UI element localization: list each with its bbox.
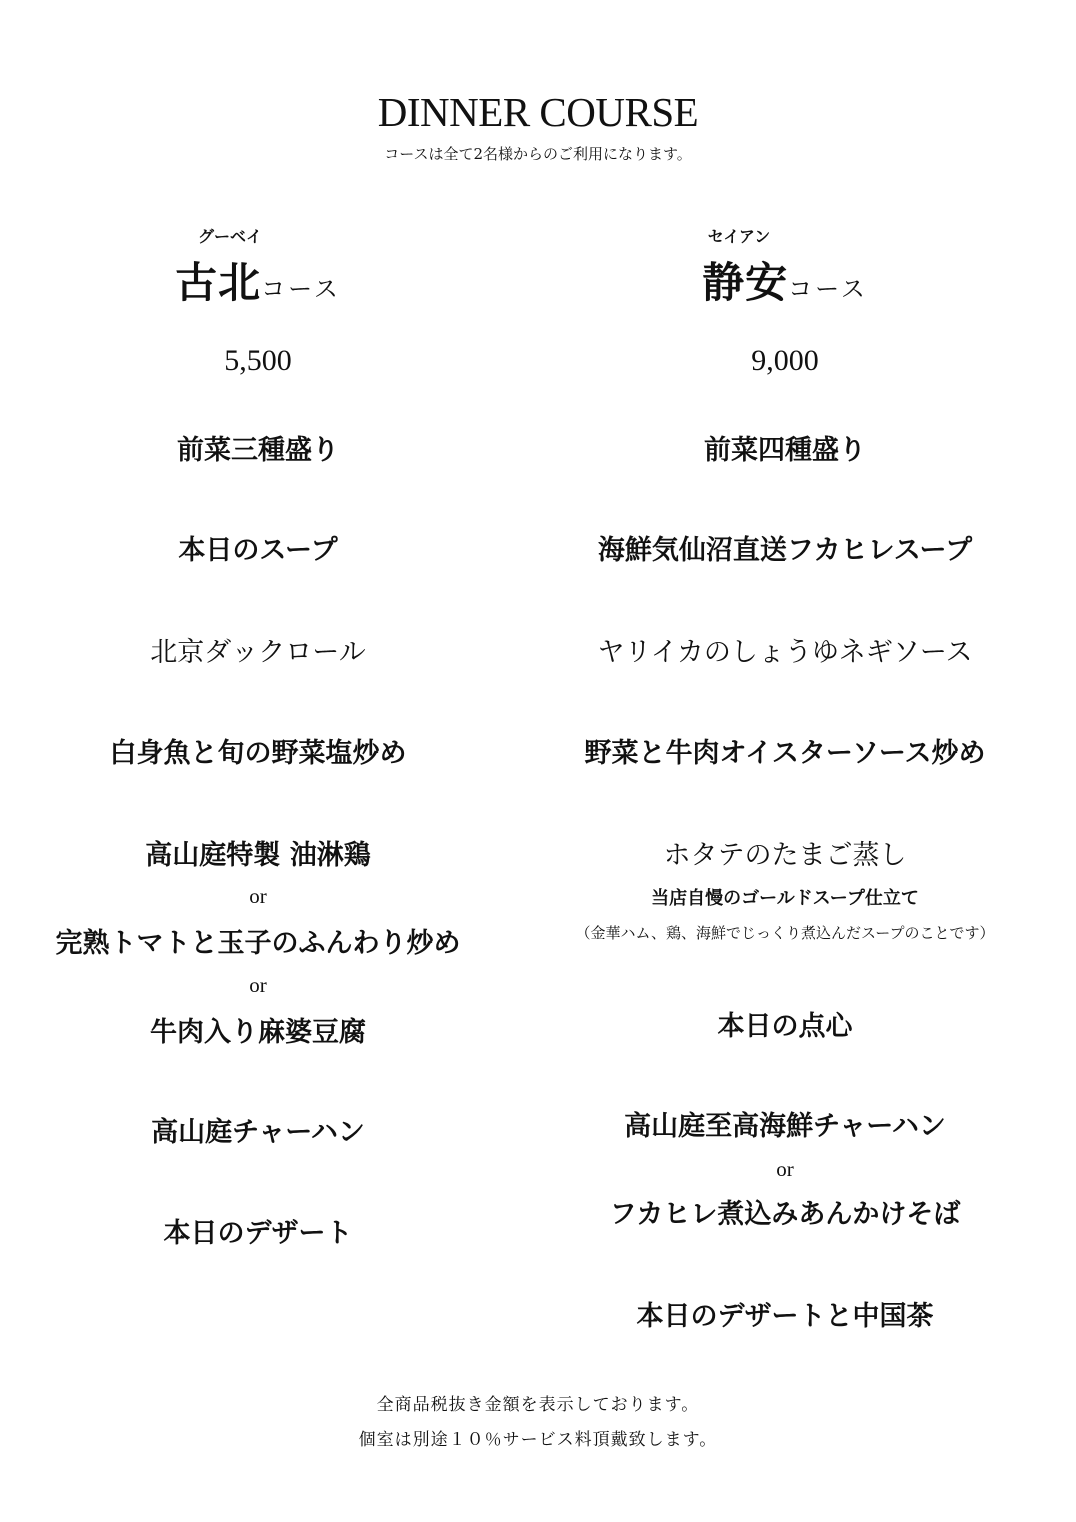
course-item: 完熟トマトと玉子のふんわり炒め (55, 928, 461, 959)
course-item-subnote: （金華ハム、鶏、海鮮でじっくり煮込んだスープのことです） (575, 924, 995, 942)
course-item: ホタテのたまご蒸し (663, 840, 907, 871)
course-name (0, 250, 516, 310)
course-item: フカヒレ煮込みあんかけそば (609, 1199, 961, 1230)
course-name-kanji: 古北 (175, 258, 262, 307)
course-item: 野菜と牛肉オイスターソース炒め (584, 738, 986, 769)
course-name-kanji: 静安 (702, 258, 789, 307)
course-item: ヤリイカのしょうゆネギソース (597, 637, 973, 668)
course-item: 牛肉入り麻婆豆腐 (150, 1017, 366, 1048)
course-item: 海鮮気仙沼直送フカヒレスープ (597, 535, 973, 566)
course-ruby: セイアン (707, 227, 771, 246)
course-item: 本日のデザート (163, 1218, 353, 1249)
course-item: 本日のデザートと中国茶 (636, 1301, 934, 1332)
course-name-suffix: コース (261, 275, 341, 303)
page-title: DINNER COURSE (377, 89, 699, 135)
course-item-note: 当店自慢のゴールドスープ仕立て (651, 888, 919, 909)
course-item: 高山庭特製 油淋鶏 (145, 840, 371, 871)
course-item: 本日のスープ (178, 535, 338, 566)
course-item: 本日の点心 (717, 1011, 853, 1042)
footer-note: 全商品税抜き金額を表示しております。 (376, 1395, 700, 1415)
course-name-suffix: コース (788, 275, 868, 303)
course-item: 高山庭チャーハン (151, 1117, 365, 1148)
page-subtitle: コースは全て2名様からのご利用になります。 (384, 145, 692, 163)
course-price: 9,000 (751, 344, 819, 377)
course-price: 5,500 (224, 344, 292, 377)
course-item: 白身魚と旬の野菜塩炒め (109, 738, 407, 769)
or-separator: or (776, 1157, 794, 1181)
course-item: 前菜四種盛り (704, 435, 866, 466)
course-item: 前菜三種盛り (177, 435, 339, 466)
course-item: 北京ダックロール (150, 637, 366, 668)
course-item: 高山庭至高海鮮チャーハン (624, 1111, 946, 1142)
or-separator: or (249, 973, 267, 997)
course-name (527, 250, 1043, 310)
or-separator: or (249, 884, 267, 908)
course-ruby: グーベイ (197, 227, 262, 246)
footer-note: 個室は別途１０％サービス料頂戴致します。 (358, 1430, 718, 1450)
